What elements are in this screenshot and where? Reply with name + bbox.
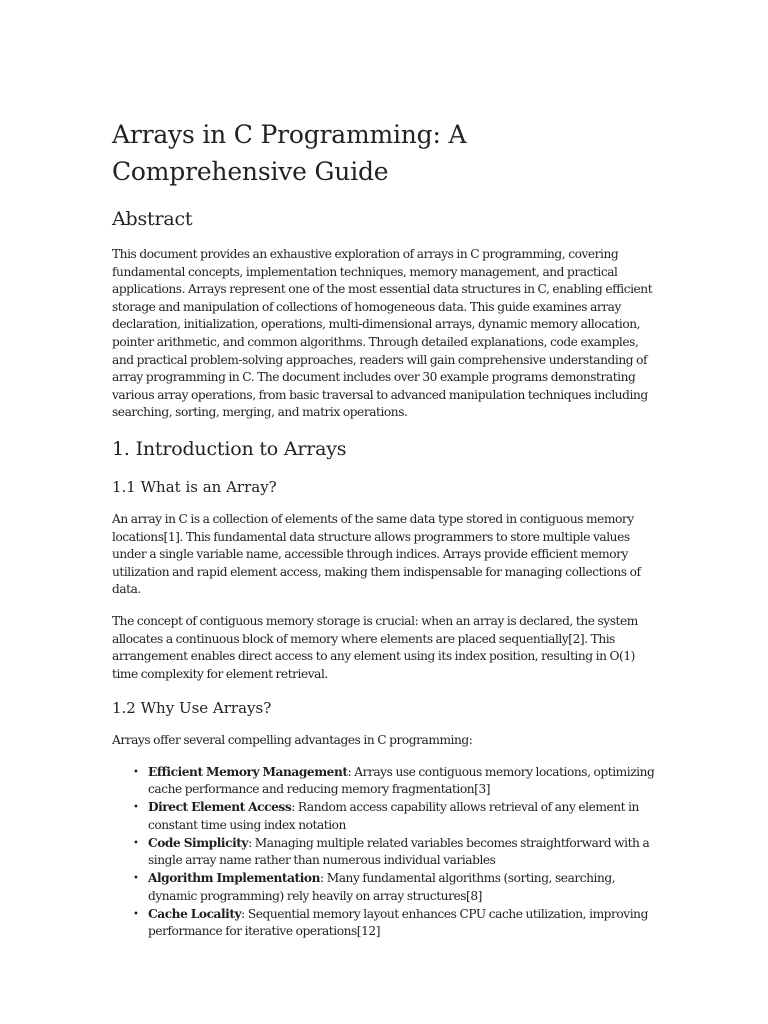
subsection-1-1-paragraph-1: An array in C is a collection of elements of the same data type stored in contiguous memory locations[1]. This fundamental data structure allows programmers to store multiple values under a single variable name, accessible through indices. Arrays provide efficient memory utilization and rapid element access, making them indispensable for managing collections of data. — [112, 511, 641, 597]
list-item-term: Code Simplicity — [148, 835, 249, 850]
list-item-description: : Managing multiple related variables becomes straightforward with a single array name rather than numerous individual variables — [148, 835, 650, 868]
list-item-term: Efficient Memory Management — [148, 764, 348, 779]
abstract-heading: Abstract — [112, 208, 193, 230]
list-item — [133, 870, 660, 905]
list-item-description: : Arrays use contiguous memory locations, optimizing cache performance and reducing memory fragmentation[3] — [148, 764, 655, 797]
list-item — [133, 764, 660, 799]
subsection-1-1-paragraph-2: The concept of contiguous memory storage is crucial: when an array is declared, the system allocates a continuous block of memory where elements are placed sequentially[2]. This arrangement enables direct access to any element using its index position, resulting in O(1) time complexity for element retrieval. — [112, 613, 638, 681]
subsection-1-2-heading: 1.2 Why Use Arrays? — [112, 699, 272, 718]
bullet-icon: • — [133, 908, 139, 920]
abstract-text: This document provides an exhaustive exploration of arrays in C programming, covering fundamental concepts, implementation techniques, memory management, and practical applications. Arrays represent one of the most essential data structures in C, enabling efficient storage and manipulation of collections of homogeneous data. This guide examines array declaration, initialization, operations, multi-dimensional arrays, dynamic memory allocation, pointer arithmetic, and common algorithms. Through detailed explanations, code examples, and practical problem-solving approaches, readers will gain comprehensive understanding of array programming in C. The document includes over 30 example programs demonstrating various array operations, from basic traversal to advanced manipulation techniques including searching, sorting, merging, and matrix operations. — [112, 247, 653, 420]
subsection-1-2-intro: Arrays offer several compelling advantages in C programming: — [112, 733, 473, 748]
list-item-description: : Many fundamental algorithms (sorting, searching, dynamic programming) rely heavily on array structures[8] — [148, 871, 616, 903]
list-item — [133, 906, 660, 941]
list-item-description: : Random access capability allows retrieval of any element in constant time using index notation — [148, 800, 639, 832]
advantages-list — [112, 764, 660, 940]
list-item-term: Cache Locality — [148, 906, 242, 921]
bullet-icon: • — [133, 837, 139, 849]
document-page — [112, 116, 660, 941]
list-item — [133, 799, 660, 834]
list-item-description: : Sequential memory layout enhances CPU cache utilization, improving performance for iterative operations[12] — [148, 906, 648, 938]
list-item-term: Direct Element Access — [148, 800, 292, 815]
bullet-icon: • — [133, 766, 139, 778]
bullet-icon: • — [133, 873, 139, 885]
section-1-heading: 1. Introduction to Arrays — [112, 437, 347, 460]
list-item-term: Algorithm Implementation — [148, 871, 321, 886]
list-item — [133, 835, 660, 870]
bullet-icon: • — [133, 802, 139, 814]
document-title: Arrays in C Programming: A Comprehensive Guide — [112, 120, 467, 186]
subsection-1-1-heading: 1.1 What is an Array? — [112, 477, 277, 496]
